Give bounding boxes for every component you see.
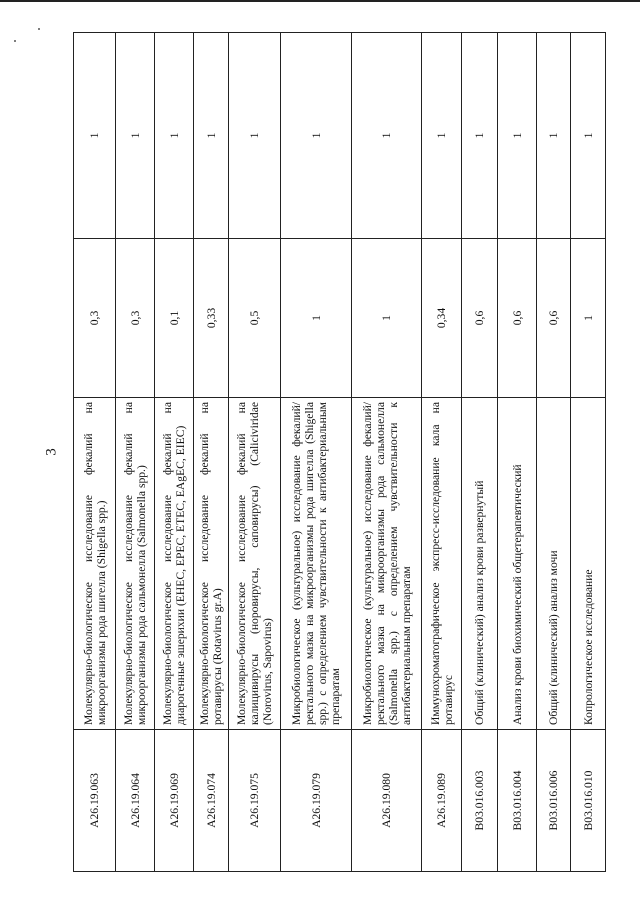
frequency-cell: 1 [571, 239, 606, 398]
service-name-cell: Иммунохроматографическое экспресс-исследование кала на ротавирус [422, 398, 462, 730]
service-code-cell: B03.016.006 [537, 730, 571, 872]
service-name-cell: Общий (клинический) анализ мочи [537, 398, 571, 730]
service-code-cell: A26.19.063 [74, 730, 116, 872]
frequency-cell: 0,6 [462, 239, 498, 398]
multiplicity-cell: 1 [352, 33, 422, 239]
service-code-cell: A26.19.089 [422, 730, 462, 872]
multiplicity-cell: 1 [571, 33, 606, 239]
table-row [571, 33, 606, 872]
service-name-cell: Анализ крови биохимический общетерапевтический [498, 398, 537, 730]
frequency-cell: 0,3 [74, 239, 116, 398]
frequency-cell: 1 [281, 239, 352, 398]
page-number: 3 [43, 448, 60, 456]
table-row [116, 33, 155, 872]
multiplicity-cell: 1 [229, 33, 281, 239]
service-name-cell: Молекулярно-биологическое исследование фекалий на калицивирусы (норовирусы, саповирусы) (Caliciviridae (Norovirus, Sapovirus) [229, 398, 281, 730]
service-name-cell: Микробиологическое (культуральное) исследование фекалий/ректального мазка на микроорганизмы рода сальмонелла (Salmonella spp.) с определением чувствительности к антибактериальным препаратам [352, 398, 422, 730]
table-row [422, 33, 462, 872]
frequency-cell: 0,34 [422, 239, 462, 398]
multiplicity-cell: 1 [462, 33, 498, 239]
service-name-cell: Микробиологическое (культуральное) исследование фекалий/ректального мазка на микроорганизмы рода шигелла (Shigella spp.) с определением чувствительности к антибактериальным препаратам [281, 398, 352, 730]
service-name-cell: Общий (клинический) анализ крови развернутый [462, 398, 498, 730]
scan-speck [38, 28, 40, 30]
table-row [281, 33, 352, 872]
rotated-table-container [73, 32, 595, 872]
frequency-cell: 0,1 [155, 239, 194, 398]
service-code-cell: A26.19.069 [155, 730, 194, 872]
frequency-cell: 1 [352, 239, 422, 398]
service-code-cell: A26.19.080 [352, 730, 422, 872]
services-table-body [74, 33, 606, 872]
service-name-cell: Молекулярно-биологическое исследование фекалий на ротавирусы (Rotavirus gr.A) [194, 398, 229, 730]
service-name-cell: Молекулярно-биологическое исследование фекалий на микроорганизмы рода шигелла (Shigella spp.) [74, 398, 116, 730]
multiplicity-cell: 1 [74, 33, 116, 239]
table-row [229, 33, 281, 872]
multiplicity-cell: 1 [281, 33, 352, 239]
table-row [537, 33, 571, 872]
multiplicity-cell: 1 [155, 33, 194, 239]
service-code-cell: B03.016.004 [498, 730, 537, 872]
table-row [74, 33, 116, 872]
scan-speck [14, 40, 16, 42]
service-name-cell: Копрологическое исследование [571, 398, 606, 730]
multiplicity-cell: 1 [422, 33, 462, 239]
table-row [498, 33, 537, 872]
multiplicity-cell: 1 [498, 33, 537, 239]
table-row [352, 33, 422, 872]
frequency-cell: 0,5 [229, 239, 281, 398]
service-code-cell: B03.016.003 [462, 730, 498, 872]
table-row [194, 33, 229, 872]
service-code-cell: A26.19.079 [281, 730, 352, 872]
frequency-cell: 0,33 [194, 239, 229, 398]
top-rule [0, 0, 640, 2]
services-table [73, 32, 606, 872]
frequency-cell: 0,6 [537, 239, 571, 398]
table-row [155, 33, 194, 872]
service-code-cell: B03.016.010 [571, 730, 606, 872]
multiplicity-cell: 1 [194, 33, 229, 239]
multiplicity-cell: 1 [537, 33, 571, 239]
table-row [462, 33, 498, 872]
multiplicity-cell: 1 [116, 33, 155, 239]
service-code-cell: A26.19.075 [229, 730, 281, 872]
frequency-cell: 0,6 [498, 239, 537, 398]
service-name-cell: Молекулярно-биологическое исследование фекалий на микроорганизмы рода сальмонелла (Salmonella spp.) [116, 398, 155, 730]
service-code-cell: A26.19.074 [194, 730, 229, 872]
service-code-cell: A26.19.064 [116, 730, 155, 872]
service-name-cell: Молекулярно-биологическое исследование фекалий на диарогенные эшерихии (EHEC, EPEC, ETEC, EAgEC, EIEC) [155, 398, 194, 730]
frequency-cell: 0,3 [116, 239, 155, 398]
